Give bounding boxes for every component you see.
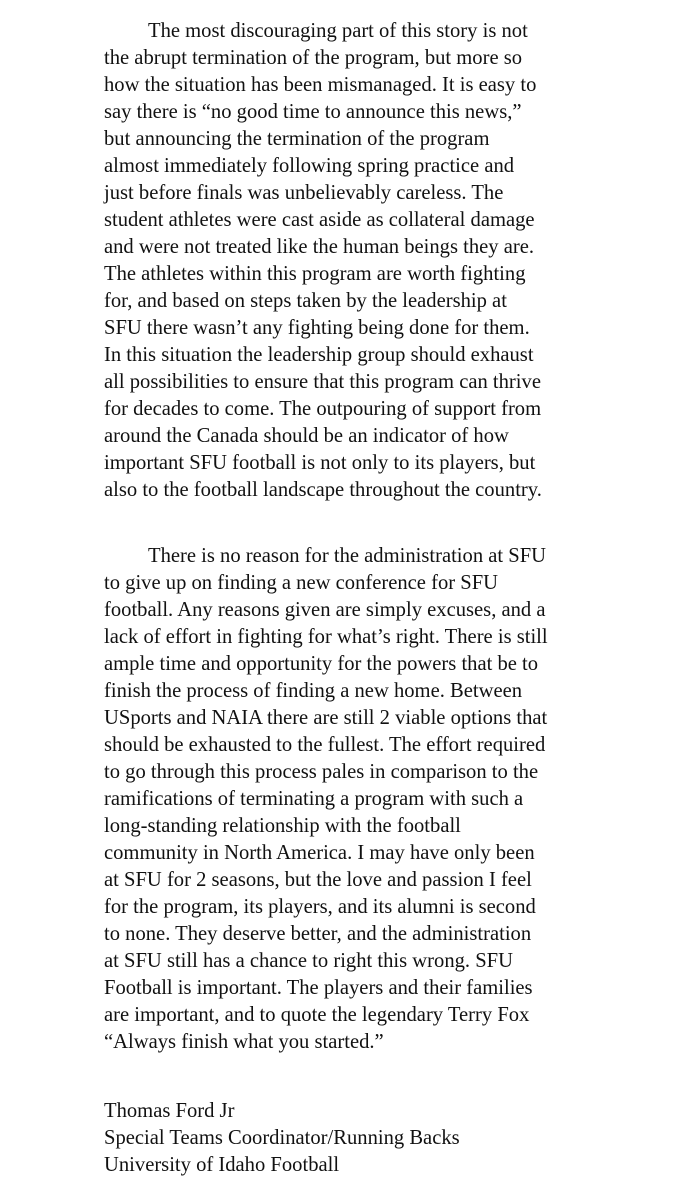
signature-name: Thomas Ford Jr	[104, 1100, 235, 1122]
text-line: long-standing relationship with the football	[104, 815, 461, 837]
text-line: for the program, its players, and its alumni is second	[104, 896, 536, 918]
text-line: The most discouraging part of this story is not	[148, 20, 528, 42]
text-line: but announcing the termination of the program	[104, 128, 490, 150]
text-line: Football is important. The players and their families	[104, 977, 533, 999]
text-line: all possibilities to ensure that this program can thrive	[104, 371, 541, 393]
text-line: just before finals was unbelievably careless. The	[104, 182, 504, 204]
text-line: There is no reason for the administration at SFU	[148, 545, 547, 567]
text-line: The athletes within this program are worth fighting	[104, 263, 526, 285]
text-line: the abrupt termination of the program, but more so	[104, 47, 523, 69]
text-line: also to the football landscape throughout the country.	[104, 479, 542, 501]
text-line: for, and based on steps taken by the leadership at	[104, 290, 507, 312]
text-line: football. Any reasons given are simply excuses, and a	[104, 599, 546, 621]
paragraph-2	[104, 543, 624, 1056]
text-line: USports and NAIA there are still 2 viable options that	[104, 707, 548, 729]
signature-block	[104, 1098, 624, 1179]
text-line: around the Canada should be an indicator of how	[104, 425, 509, 447]
text-line: finish the process of finding a new home. Between	[104, 680, 523, 702]
text-line: and were not treated like the human beings they are.	[104, 236, 535, 258]
text-line: for decades to come. The outpouring of support from	[104, 398, 542, 420]
text-line: are important, and to quote the legendary Terry Fox	[104, 1004, 530, 1026]
text-line: should be exhausted to the fullest. The effort required	[104, 734, 546, 756]
text-line: SFU there wasn’t any fighting being done for them.	[104, 317, 530, 339]
text-line: community in North America. I may have only been	[104, 842, 535, 864]
text-line: how the situation has been mismanaged. It is easy to	[104, 74, 537, 96]
text-line: to give up on finding a new conference for SFU	[104, 572, 499, 594]
text-line: almost immediately following spring practice and	[104, 155, 515, 177]
text-line: ample time and opportunity for the powers that be to	[104, 653, 539, 675]
text-line: important SFU football is not only to its players, but	[104, 452, 536, 474]
text-line: to go through this process pales in comparison to the	[104, 761, 539, 783]
text-line: to none. They deserve better, and the administration	[104, 923, 532, 945]
text-line: lack of effort in fighting for what’s right. There is still	[104, 626, 548, 648]
text-line: In this situation the leadership group should exhaust	[104, 344, 534, 366]
text-line: “Always finish what you started.”	[104, 1031, 384, 1053]
paragraph-1	[104, 18, 624, 504]
text-line: at SFU for 2 seasons, but the love and passion I feel	[104, 869, 532, 891]
text-line: say there is “no good time to announce this news,”	[104, 101, 522, 123]
text-line: at SFU still has a chance to right this wrong. SFU	[104, 950, 513, 972]
signature-organization: University of Idaho Football	[104, 1154, 340, 1176]
text-line: ramifications of terminating a program with such a	[104, 788, 524, 810]
signature-title: Special Teams Coordinator/Running Backs	[104, 1127, 460, 1149]
text-line: student athletes were cast aside as collateral damage	[104, 209, 535, 231]
